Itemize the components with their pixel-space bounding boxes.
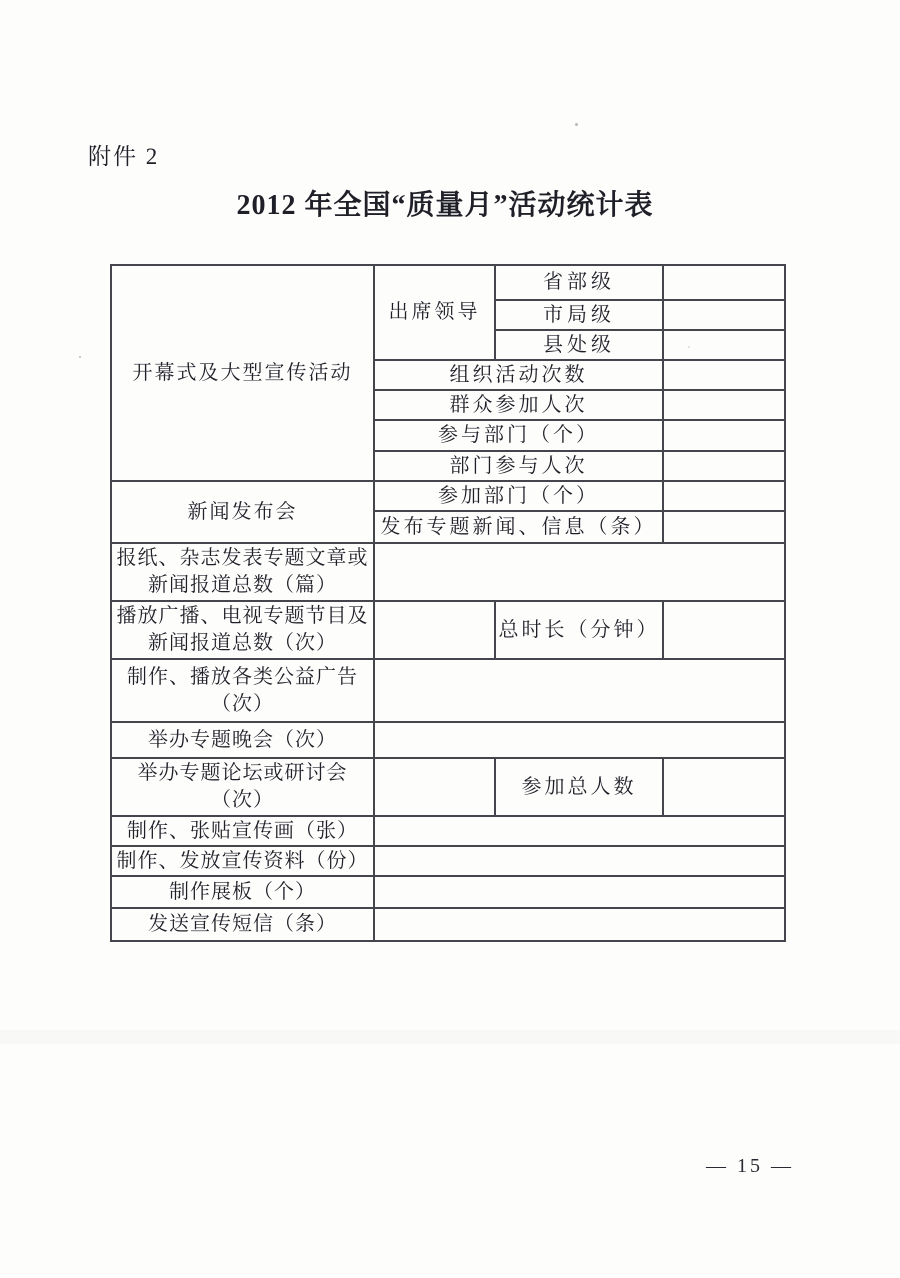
value-cell [374, 758, 495, 816]
cell-level-provincial: 省部级 [495, 265, 663, 300]
attachment-label: 附件 2 [88, 144, 160, 169]
value-cell [374, 543, 785, 601]
value-cell [663, 330, 785, 360]
cell-sms-messages: 发送宣传短信（条） [111, 908, 374, 941]
cell-total-duration: 总时长（分钟） [495, 601, 663, 659]
cell-materials: 制作、发放宣传资料（份） [111, 846, 374, 876]
value-cell [663, 601, 785, 659]
cell-departments-involved: 参与部门（个） [374, 420, 663, 451]
cell-display-boards: 制作展板（个） [111, 876, 374, 908]
value-cell [663, 300, 785, 330]
cell-gala-events: 举办专题晚会（次） [111, 722, 374, 758]
value-cell [663, 758, 785, 816]
scan-noise-speck [79, 356, 81, 358]
value-cell [374, 601, 495, 659]
cell-activities-count: 组织活动次数 [374, 360, 663, 390]
cell-forums-seminars: 举办专题论坛或研讨会 （次） [111, 758, 374, 816]
value-cell [663, 265, 785, 300]
cell-total-attendees: 参加总人数 [495, 758, 663, 816]
cell-public-participation: 群众参加人次 [374, 390, 663, 420]
scan-noise-speck [575, 123, 578, 126]
cell-press-conference-group: 新闻发布会 [111, 481, 374, 543]
scan-noise-band [0, 1030, 900, 1044]
value-cell [374, 722, 785, 758]
page-title: 2012 年全国“质量月”活动统计表 [236, 190, 654, 221]
cell-opening-ceremony-group: 开幕式及大型宣传活动 [111, 265, 374, 481]
cell-level-county: 县处级 [495, 330, 663, 360]
cell-newspaper-articles: 报纸、杂志发表专题文章或 新闻报道总数（篇） [111, 543, 374, 601]
cell-press-departments: 参加部门（个） [374, 481, 663, 511]
value-cell [374, 659, 785, 722]
value-cell [374, 816, 785, 846]
scan-noise-speck [688, 346, 690, 348]
value-cell [663, 390, 785, 420]
value-cell [374, 846, 785, 876]
value-cell [663, 451, 785, 481]
value-cell [663, 511, 785, 543]
cell-posters: 制作、张贴宣传画（张） [111, 816, 374, 846]
cell-broadcast-programs: 播放广播、电视专题节目及 新闻报道总数（次） [111, 601, 374, 659]
activity-stats-table [110, 264, 786, 942]
value-cell [374, 908, 785, 941]
cell-press-news-released: 发布专题新闻、信息（条） [374, 511, 663, 543]
cell-attending-leaders: 出席领导 [374, 265, 495, 360]
value-cell [374, 876, 785, 908]
page-number: — 15 — [706, 1155, 794, 1177]
cell-department-participation: 部门参与人次 [374, 451, 663, 481]
value-cell [663, 360, 785, 390]
value-cell [663, 420, 785, 451]
cell-level-municipal: 市局级 [495, 300, 663, 330]
value-cell [663, 481, 785, 511]
cell-psa-ads: 制作、播放各类公益广告 （次） [111, 659, 374, 722]
